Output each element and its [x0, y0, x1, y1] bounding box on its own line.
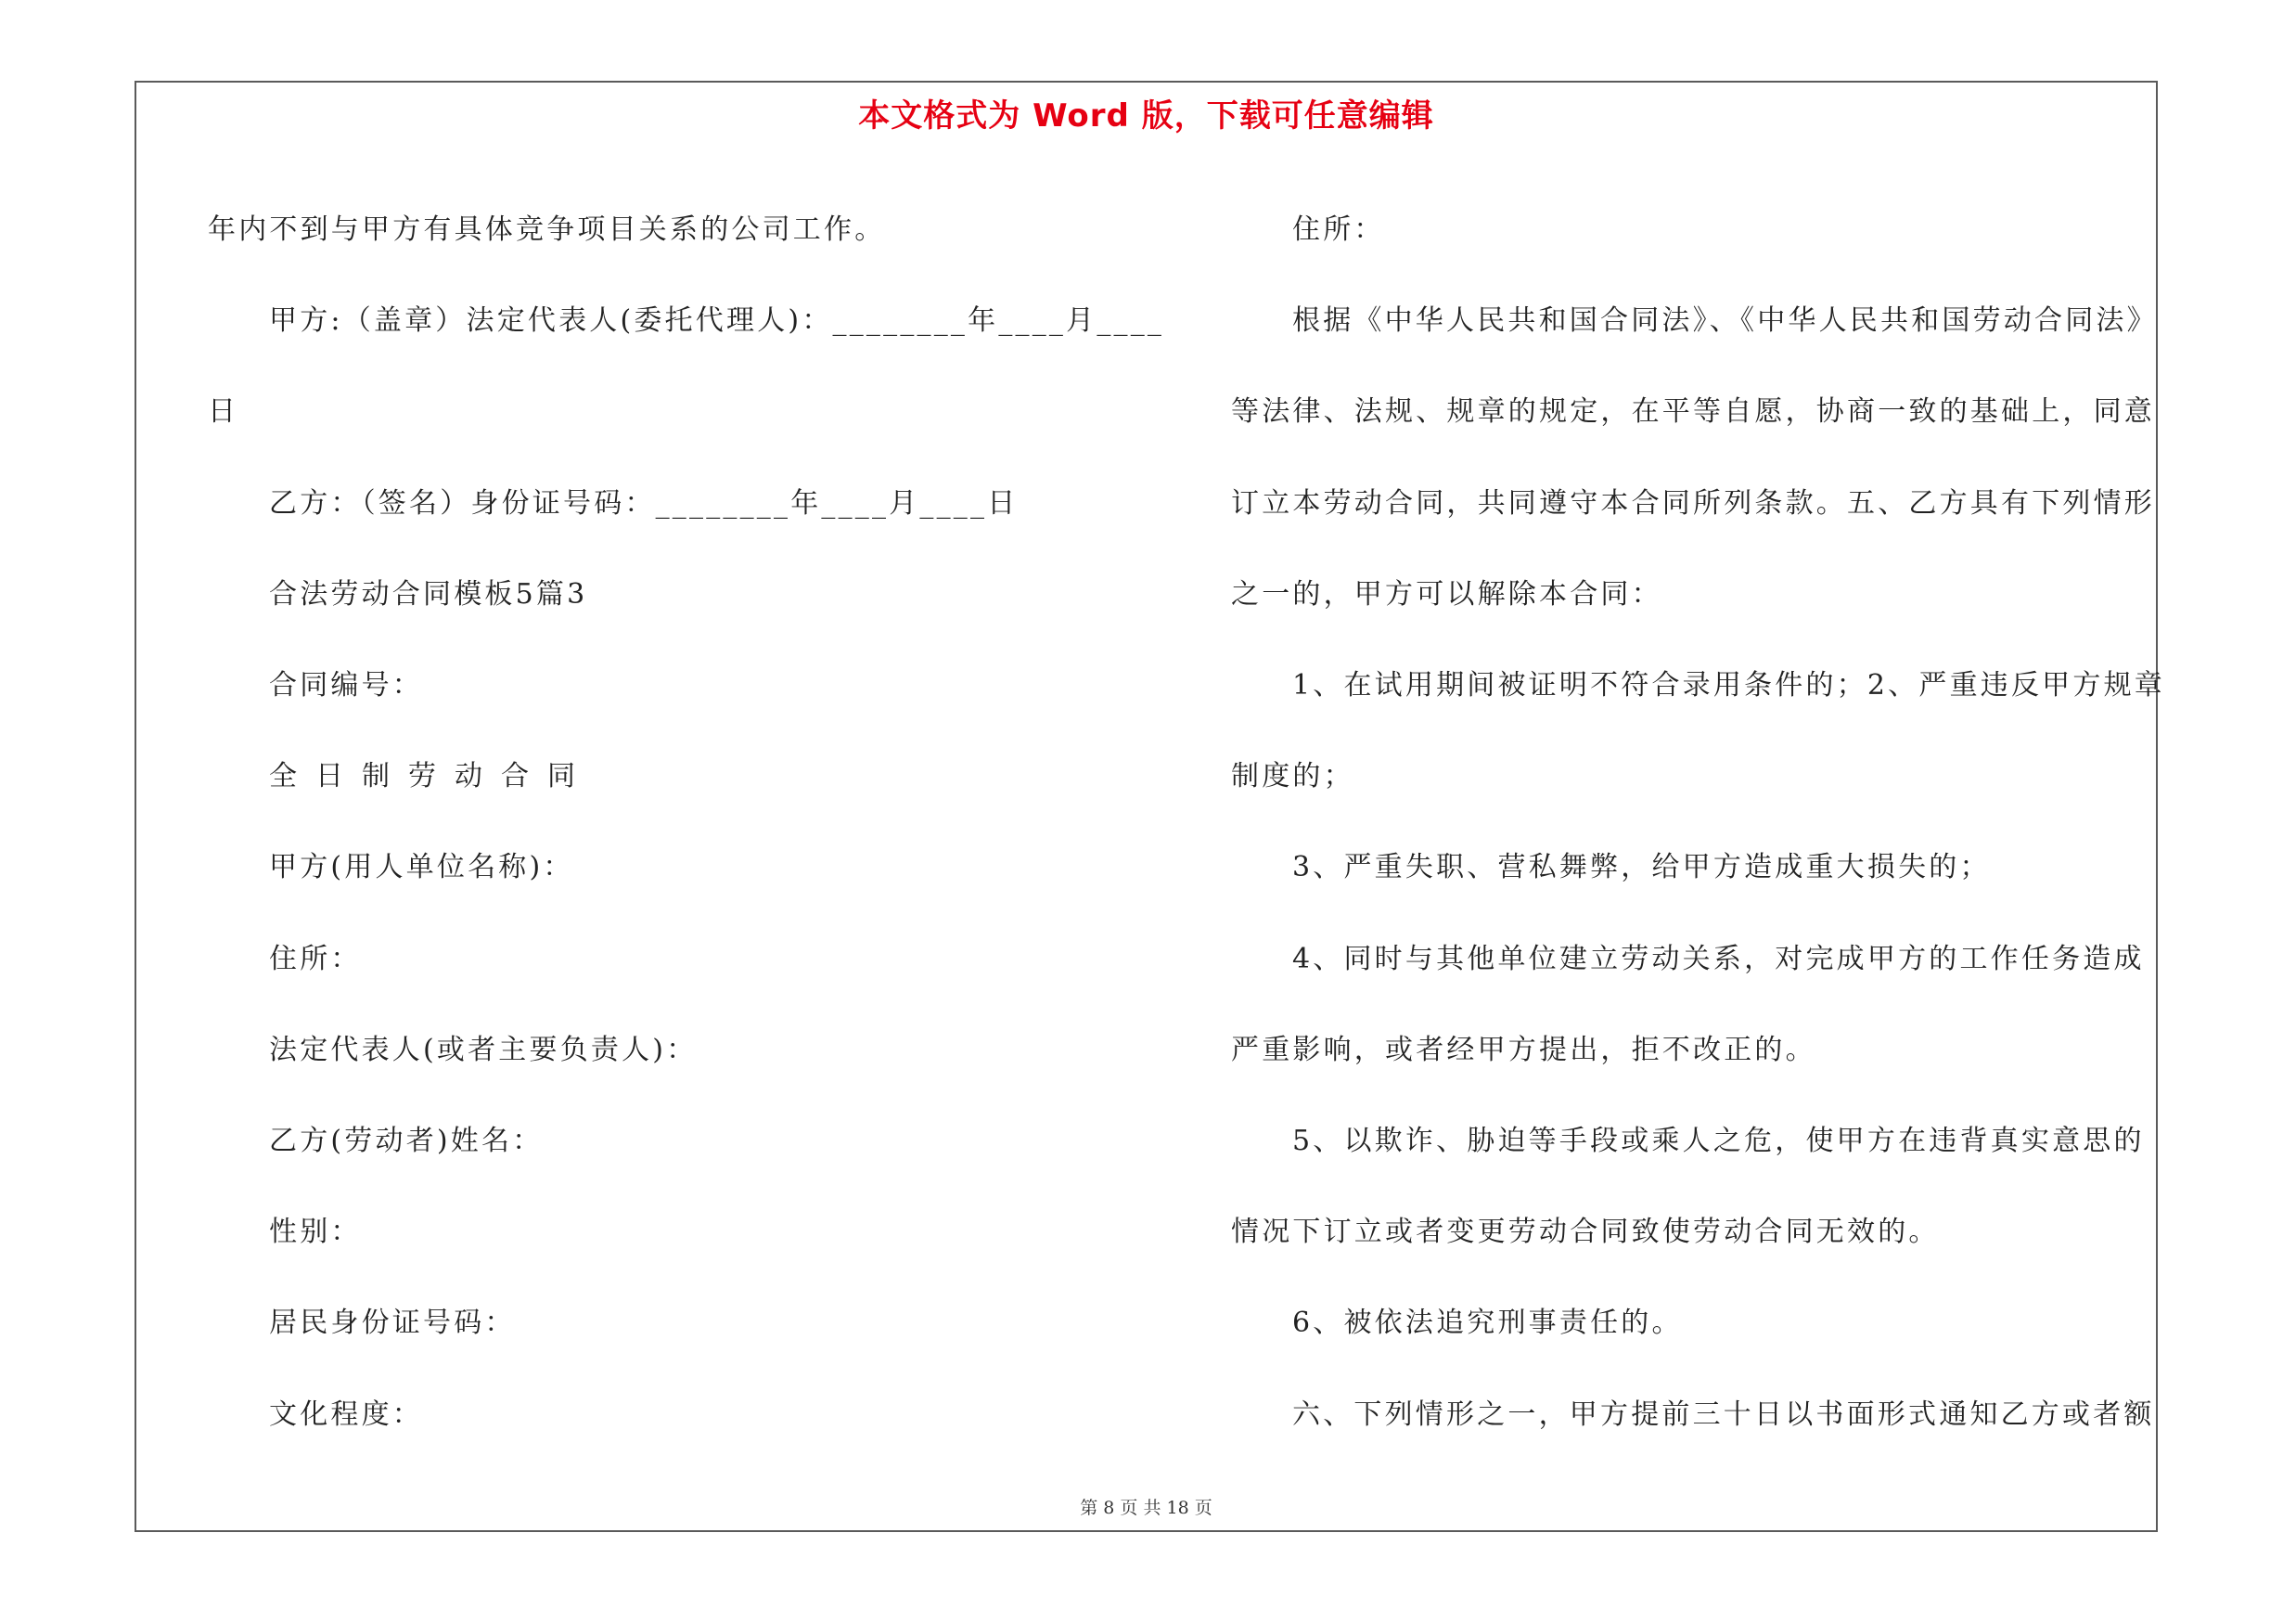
- paragraph: 1、在试用期间被证明不符合录用条件的；2、严重违反甲方规章: [1292, 669, 2165, 702]
- paragraph: 订立本劳动合同，共同遵守本合同所列条款。五、乙方具有下列情形: [1231, 486, 2155, 520]
- paragraph: 情况下订立或者变更劳动合同致使劳动合同无效的。: [1231, 1216, 1940, 1249]
- right-column: [1231, 185, 2165, 1461]
- paragraph: 乙方(劳动者)姓名：: [269, 1125, 544, 1158]
- paragraph: 5、以欺诈、胁迫等手段或乘人之危，使甲方在违背真实意思的: [1292, 1125, 2145, 1158]
- paragraph: 制度的；: [1231, 760, 1354, 793]
- paragraph: 等法律、法规、规章的规定，在平等自愿，协商一致的基础上，同意: [1231, 395, 2155, 429]
- paragraph: 之一的，甲方可以解除本合同：: [1231, 577, 1662, 611]
- paragraph: 日: [208, 395, 239, 429]
- paragraph: 根据《中华人民共和国合同法》、《中华人民共和国劳动合同法》: [1292, 304, 2158, 338]
- paragraph: 甲方(用人单位名称)：: [269, 851, 574, 884]
- paragraph: 六、下列情形之一，甲方提前三十日以书面形式通知乙方或者额: [1292, 1398, 2155, 1431]
- paragraph: 4、同时与其他单位建立劳动关系，对完成甲方的工作任务造成: [1292, 942, 2145, 975]
- paragraph: 6、被依法追究刑事责任的。: [1292, 1307, 1683, 1340]
- document-page: [135, 81, 2165, 1532]
- paragraph: 合法劳动合同模板5篇3: [269, 577, 588, 611]
- paragraph: 年内不到与甲方有具体竞争项目关系的公司工作。: [208, 213, 886, 246]
- left-column: [208, 185, 1165, 1461]
- paragraph: 3、严重失职、营私舞弊，给甲方造成重大损失的；: [1292, 851, 1991, 884]
- paragraph: 住所：: [1292, 213, 1385, 246]
- paragraph: 居民身份证号码：: [269, 1307, 516, 1340]
- paragraph: 住所：: [269, 942, 362, 975]
- paragraph: 全日制劳动合同: [269, 760, 594, 793]
- paragraph: 文化程度：: [269, 1398, 423, 1431]
- paragraph: 性别：: [269, 1216, 362, 1249]
- paragraph: 甲方:（盖章）法定代表人(委托代理人)：________年____月____: [269, 304, 1165, 338]
- paragraph: 法定代表人(或者主要负责人)：: [269, 1033, 698, 1066]
- paragraph: 合同编号：: [269, 669, 423, 702]
- paragraph: 严重影响，或者经甲方提出，拒不改正的。: [1231, 1033, 1816, 1066]
- page-number-footer: 第 8 页 共 18 页: [1080, 1498, 1212, 1518]
- paragraph: 乙方：（签名）身份证号码：________年____月____日: [269, 486, 1019, 520]
- format-banner: 本文格式为 Word 版，下载可任意编辑: [858, 97, 1434, 135]
